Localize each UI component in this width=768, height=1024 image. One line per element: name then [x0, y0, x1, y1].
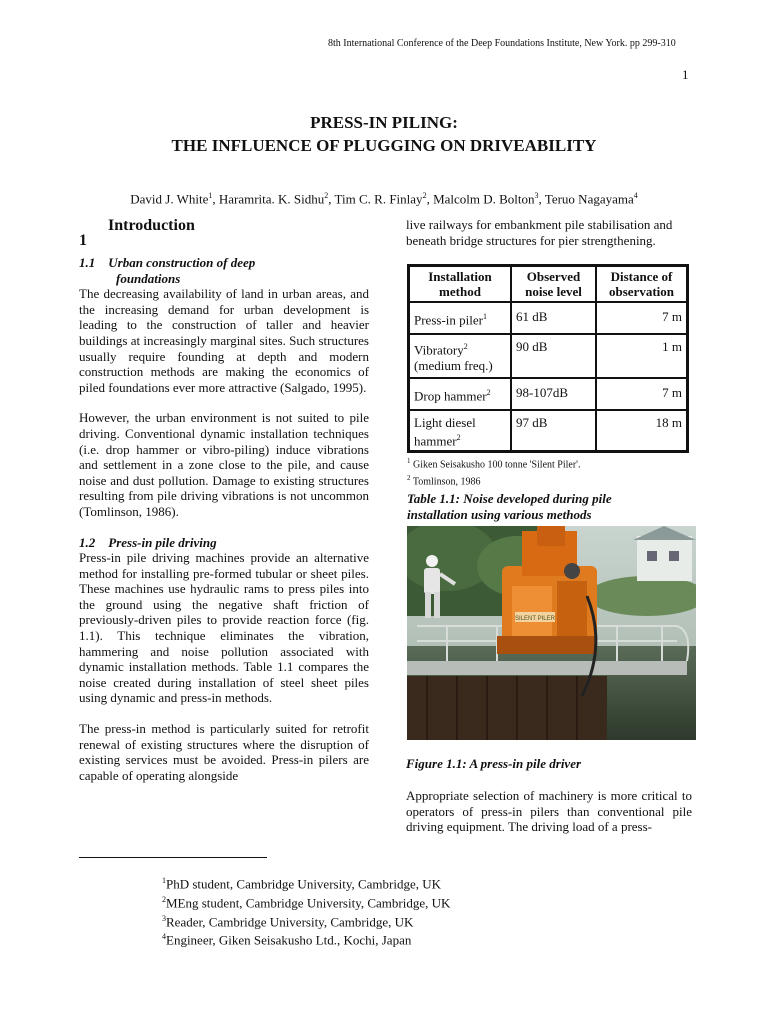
- left-column: [79, 255, 369, 783]
- running-header: 8th International Conference of the Deep Foundations Institute, New York. pp 299-310: [328, 38, 676, 49]
- table-cell-method: Press-in piler$^1$: [409, 302, 511, 334]
- section-title: Introduction: [108, 217, 195, 234]
- table-header-cell: Distance of observation: [596, 266, 687, 302]
- machine-label-plate: SILENT PILER: [515, 616, 555, 622]
- subsection-heading-1-1: [79, 255, 369, 286]
- footnote-separator: [79, 857, 267, 858]
- table-cell-method: Drop hammer$^2$: [409, 378, 511, 410]
- table-caption: Table 1.1: Noise developed during pile installation using various methods: [407, 490, 612, 522]
- table-row: [409, 302, 687, 334]
- table-header-cell: Installation method: [409, 266, 511, 302]
- table-cell-distance: 18 m: [596, 410, 687, 451]
- author-footnotes: [162, 873, 450, 948]
- body-paragraph: Appropriate selection of machinery is more critical to operators of press-in pilers than conventional pile driving equipment. The driving load of a press-: [406, 788, 692, 835]
- table-cell-distance: 1 m: [596, 334, 687, 377]
- author-affiliation-mark: 1: [208, 191, 213, 200]
- table-row: [409, 410, 687, 451]
- body-paragraph: The decreasing availability of land in urban areas, and the increasing demand for urban development is leading to the construction of taller and heavier buildings at increasingly marginal sites. Such structures usually require founding at depth and modern construction methods are making the economics of piled foundations ever more attractive (Salgado, 1995).: [79, 286, 369, 395]
- subsection-title: Press-in pile driving: [108, 534, 217, 550]
- author-affiliation-mark: 2: [324, 191, 329, 200]
- author-name: Teruo Nagayama: [544, 191, 634, 207]
- table-cell-noise: 98-107dB: [511, 378, 596, 410]
- author-affiliation-mark: 2: [422, 191, 427, 200]
- author-name: Haramrita. K. Sidhu: [218, 191, 325, 207]
- footnote-item: $^3$Reader, Cambridge University, Cambridge, UK: [162, 913, 414, 929]
- table-footnote: $^1$ Giken Seisakusho 100 tonne 'Silent Piler'.: [407, 457, 581, 471]
- table-row: [409, 378, 687, 410]
- figure-caption: Figure 1.1: A press-in pile driver: [406, 756, 582, 771]
- subsection-title-cont: foundations: [116, 270, 181, 286]
- footnote-item: $^2$MEng student, Cambridge University, Cambridge, UK: [162, 894, 451, 911]
- table-cell-method: Vibratory$^2$ (medium freq.): [409, 334, 511, 377]
- table-cell-method: Light diesel hammer$^2$: [409, 410, 511, 451]
- author-name: Tim C. R. Finlay: [334, 191, 423, 207]
- body-paragraph: However, the urban environment is not suited to pile driving. Conventional dynamic installation techniques (i.e. drop hammer or vibro-piling) induce vibrations and settlement in a zone close to the pile, and cause noise and dust pollution. Damage to existing structures resulting from pile driving vibrations is not uncommon (Tomlinson, 1986).: [79, 410, 369, 519]
- press-in-pile-driver-photo: [407, 526, 696, 740]
- body-paragraph: The press-in method is particularly suited for retrofit renewal of existing structures where the disruption of existing services must be avoided. Press-in pilers are capable of operating alongside: [79, 721, 369, 783]
- right-column-body: [406, 788, 692, 835]
- subsection-number: 1.1: [79, 255, 96, 270]
- author-name: Malcolm D. Bolton: [433, 191, 535, 207]
- footnote-item: $^1$PhD student, Cambridge University, Cambridge, UK: [162, 876, 442, 892]
- photo-illustration: [407, 526, 696, 740]
- table-header-row: [409, 266, 687, 302]
- right-column-intro: [406, 217, 692, 248]
- author-name: David J. White: [130, 191, 209, 207]
- table-cell-noise: 97 dB: [511, 410, 596, 451]
- table-cell-noise: 61 dB: [511, 302, 596, 334]
- subsection-heading-1-2: [79, 535, 369, 551]
- body-paragraph: Press-in pile driving machines provide an alternative method for installing pre-formed tubular or sheet piles. These machines use hydraulic rams to press piles into the ground using the negative shaft friction of previously-driven piles to provide reaction force (fig. 1.1). This technique eliminates the vibration, hammering and noise pollution associated with dynamic installation methods. Table 1.1 compares the noise created during installation of steel sheet piles using dynamic and press-in methods.: [79, 550, 369, 706]
- table-cell-distance: 7 m: [596, 378, 687, 410]
- table-cell-noise: 90 dB: [511, 334, 596, 377]
- author-affiliation-mark: 4: [633, 191, 638, 200]
- author-affiliation-mark: 3: [534, 191, 539, 200]
- table-row: [409, 334, 687, 377]
- paper-title-line-2: THE INFLUENCE OF PLUGGING ON DRIVEABILITY: [171, 136, 597, 155]
- subsection-number: 1.2: [79, 534, 96, 550]
- noise-table-wrapper: [407, 264, 689, 523]
- author-list: David J. White$^1$, Haramrita. K. Sidhu$^2$, Tim C. R. Finlay$^2$, Malcolm D. Bolton$^3$, Teruo Nagayama$^4$: [130, 191, 638, 207]
- body-paragraph: live railways for embankment pile stabilisation and beneath bridge structures for pier strengthening.: [406, 217, 673, 248]
- subsection-title: Urban construction of deep: [108, 255, 256, 270]
- table-header-cell: Observed noise level: [511, 266, 596, 302]
- table-cell-distance: 7 m: [596, 302, 687, 334]
- page-number: 1: [682, 67, 689, 82]
- section-number: 1: [79, 232, 87, 249]
- paper-title-line-1: PRESS-IN PILING:: [310, 113, 458, 132]
- table-footnote: $^2$ Tomlinson, 1986: [407, 473, 481, 487]
- footnote-item: $^4$Engineer, Giken Seisakusho Ltd., Kochi, Japan: [162, 932, 412, 948]
- table-footnotes: [407, 455, 689, 488]
- noise-table: [407, 264, 689, 453]
